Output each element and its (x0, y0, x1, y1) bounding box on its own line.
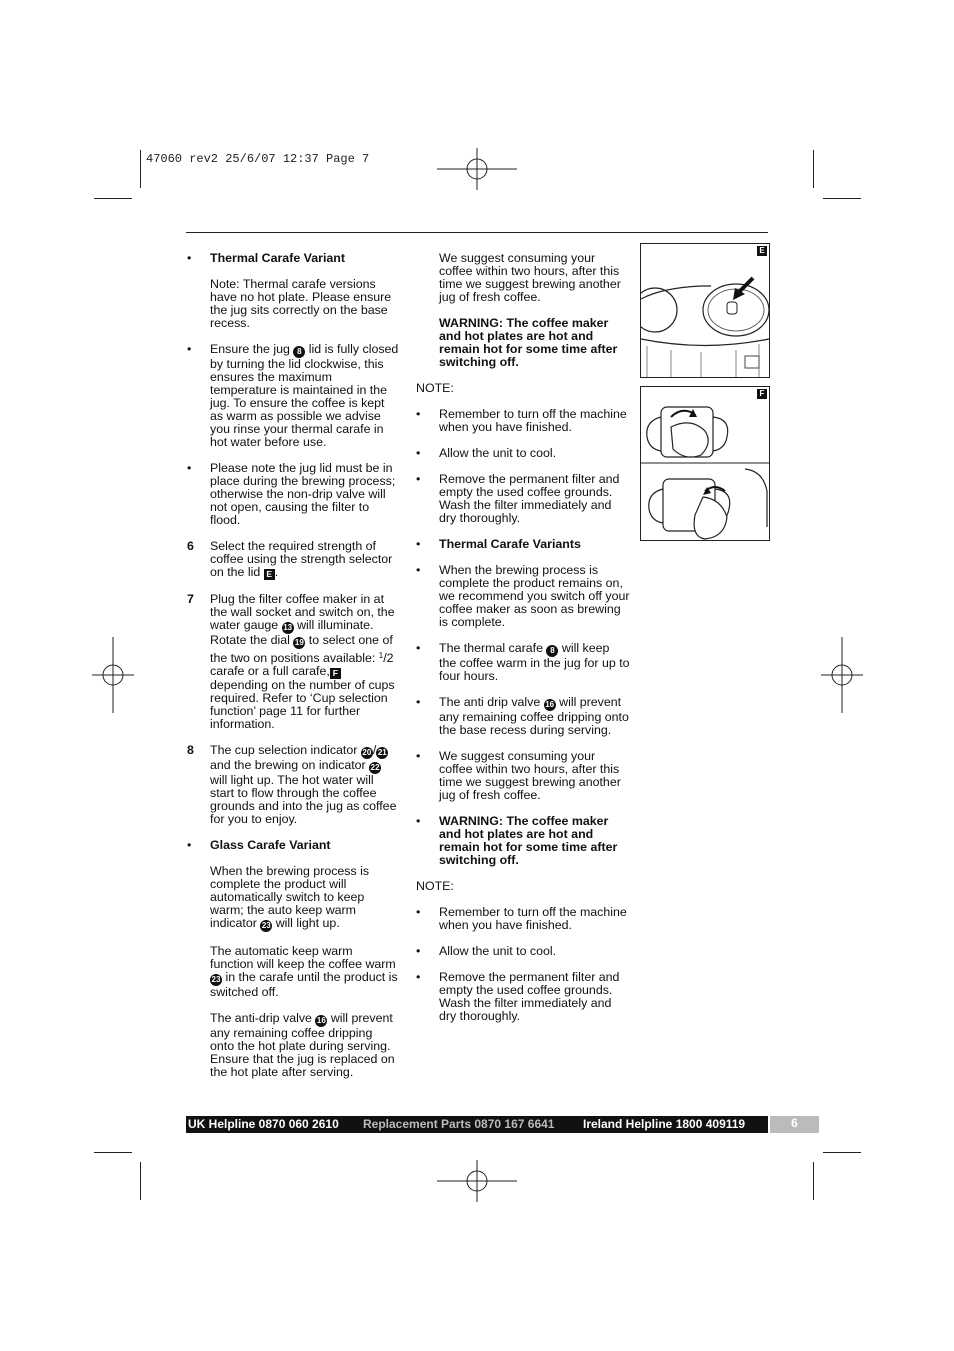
part-ref-badge: 13 (283, 623, 293, 632)
column-middle (416, 252, 630, 1036)
ireland-helpline: Ireland Helpline 1800 409119 (583, 1117, 746, 1131)
figure-label: F (757, 389, 767, 399)
header-rule (186, 232, 768, 233)
list-item: • WARNING: The coffee maker and hot plates are hot and remain hot for some time after switching off. (416, 815, 630, 867)
list-item: • Remove the permanent filter and empty the used coffee grounds. Wash the filter immediately and dry thoroughly. (416, 970, 620, 1023)
carafe-lid-illustration-icon (641, 387, 769, 540)
replacement-parts-line: Replacement Parts 0870 167 6641 (363, 1117, 555, 1131)
crop-mark (823, 1152, 861, 1153)
crop-mark (813, 150, 814, 188)
list-item: • Glass Carafe Variant (187, 839, 399, 852)
page-number: 6 (770, 1116, 819, 1133)
paragraph: The automatic keep warm function will keep the coffee warm 23 in the carafe until the product is switched off. (210, 944, 398, 999)
uk-helpline: UK Helpline 0870 060 2610 (188, 1117, 339, 1131)
list-item: • Remove the permanent filter and empty the used coffee grounds. Wash the filter immediately and dry thoroughly. (416, 472, 620, 525)
paragraph: When the brewing process is complete the product will automatically switch to keep warm; the auto keep warm indicator 23 will light up. (210, 864, 370, 930)
part-ref-badge: 20 (362, 748, 372, 757)
list-item: • Allow the unit to cool. (416, 446, 557, 460)
warning-text: WARNING: The coffee maker and hot plates are hot and remain hot for some time after switching off. (439, 316, 618, 369)
list-item: • Remember to turn off the machine when you have finished. (416, 407, 627, 434)
note-label: NOTE: (416, 381, 454, 395)
figure-ref-badge: E (264, 569, 275, 580)
list-item: • When the brewing process is complete the product remains on, we recommend you switch off your coffee maker as soon as brewing is complete. (416, 563, 630, 629)
list-item: • Allow the unit to cool. (416, 944, 557, 958)
thermal-note: Note: Thermal carafe versions have no hot plate. Please ensure the jug sits correctly on the base recess. (210, 277, 392, 330)
step-6: 6 Select the required strength of coffee using the strength selector on the lid E . (187, 539, 393, 579)
crop-mark (813, 1162, 814, 1200)
note-label: NOTE: (416, 879, 454, 893)
part-ref-badge: 8 (546, 645, 558, 657)
glass-variant-heading: Glass Carafe Variant (210, 838, 331, 852)
paragraph: We suggest consuming your coffee within two hours, after this time we suggest brewing another jug of fresh coffee. (439, 251, 621, 304)
warning-text: WARNING: The coffee maker and hot plates are hot and remain hot for some time after switching off. (439, 814, 618, 867)
figure-e (640, 243, 770, 378)
crop-mark (140, 1162, 141, 1200)
list-item: • Ensure the jug 8 lid is fully closed by turning the lid clockwise, this ensures the maximum temperature is maintained in the jug. To ensure the coffee is kept as warm as possible we advise you rinse your thermal carafe in hot water before use. (187, 342, 399, 449)
crop-mark (94, 198, 132, 199)
part-ref-badge: 23 (211, 975, 221, 984)
paragraph: The anti-drip valve 16 will prevent any remaining coffee dripping onto the hot plate during serving. Ensure that the jug is replaced on the hot plate after serving. (210, 1011, 395, 1079)
part-ref-badge: 21 (377, 748, 387, 757)
crop-mark (140, 150, 141, 188)
list-item: • Thermal Carafe Variants (416, 538, 630, 551)
list-item: • We suggest consuming your coffee within two hours, after this time we suggest brewing another jug of fresh coffee. (416, 749, 621, 802)
crop-mark (94, 1152, 132, 1153)
helpline-footer (186, 1116, 768, 1133)
figure-f (640, 386, 770, 541)
list-item: • Please note the jug lid must be in place during the brewing process; otherwise the non-drip valve will not open, causing the filter to flood. (187, 461, 396, 527)
step-8: 8 The cup selection indicator 20 / 21 and the brewing on indicator 22 will light up. The hot water will start to flow through the coffee grounds and into the jug as coffee for you to enjoy. (187, 743, 397, 826)
list-item: • The thermal carafe 8 will keep the coffee warm in the jug for up to four hours. (416, 641, 630, 683)
registration-mark-icon (92, 637, 134, 713)
column-left (187, 252, 399, 1092)
print-slug: 47060 rev2 25/6/07 12:37 Page 7 (146, 152, 370, 166)
part-ref-badge: 19 (294, 638, 304, 647)
part-ref-badge: 16 (316, 1016, 326, 1025)
figure-label: E (757, 246, 767, 256)
crop-mark (823, 198, 861, 199)
step-7: 7 Plug the filter coffee maker in at the wall socket and switch on, the water gauge 13 will illuminate. Rotate the dial 19 to select one of the two on positions available: $^1$/2 carafe or a full carafe, F depending on the number of cups required. Refer to ‘Cup selection function’ page 11 for further information. (187, 592, 395, 731)
part-ref-badge: 23 (261, 921, 271, 930)
registration-mark-icon (821, 637, 863, 713)
registration-mark-icon (437, 148, 517, 190)
registration-mark-icon (437, 1160, 517, 1202)
thermal-variants-heading: Thermal Carafe Variants (439, 537, 581, 551)
list-item: • Remember to turn off the machine when you have finished. (416, 905, 627, 932)
figure-ref-badge: F (330, 668, 341, 679)
list-item: • Thermal Carafe Variant (187, 252, 399, 265)
thermal-variant-heading: Thermal Carafe Variant (210, 251, 345, 265)
part-ref-badge: 22 (370, 763, 380, 772)
list-item: • The anti drip valve 16 will prevent any remaining coffee dripping onto the base recess during serving. (416, 695, 629, 737)
part-ref-badge: 8 (293, 346, 305, 358)
strength-selector-illustration-icon (641, 244, 769, 377)
part-ref-badge: 16 (545, 700, 555, 709)
